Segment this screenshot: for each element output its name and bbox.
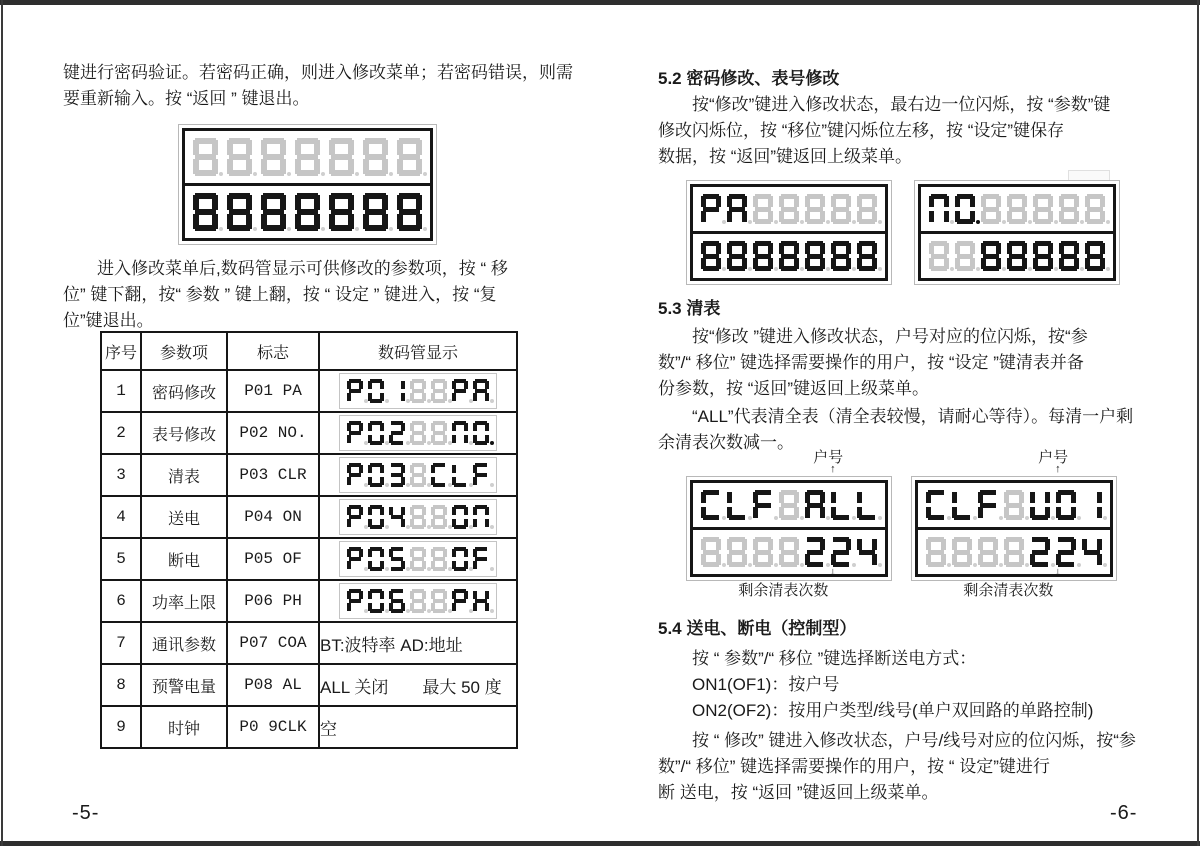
- cell-no: 2: [101, 412, 141, 454]
- col-header-mark: 标志: [227, 332, 319, 370]
- seg-digit: [727, 490, 747, 520]
- seg-digit: [368, 547, 384, 571]
- cell-item: 断电: [141, 538, 227, 580]
- paragraph-edit-menu: [63, 256, 588, 334]
- cell-display: [319, 496, 517, 538]
- cell-display: [319, 664, 517, 706]
- table-row: [101, 664, 517, 706]
- seg-digit: [410, 589, 426, 613]
- table-row: [101, 580, 517, 622]
- text-line: 余清表次数减一。: [658, 433, 794, 452]
- text-line: 按 “ 修改” 键进入修改状态，户号/线号对应的位闪烁，按“参: [692, 731, 1136, 750]
- seg-digit: [779, 194, 799, 224]
- seven-seg-display-row: [339, 457, 497, 493]
- section-5-4-heading: 5.4 送电、断电（控制型）: [658, 619, 857, 638]
- seg-digit: [473, 463, 489, 487]
- seg-digit: [831, 241, 851, 271]
- label-user-number: 户号: [1038, 449, 1069, 466]
- table-row: [101, 538, 517, 580]
- seven-seg-display-meterno: [914, 180, 1120, 285]
- text-line: 数”/“ 移位” 键选择需要操作的用户，按 “ 设定”键进行: [658, 757, 1050, 776]
- seg-digit: [1082, 537, 1102, 567]
- cell-mark: P0 9CLK: [227, 706, 319, 748]
- seg-digit: [261, 193, 286, 231]
- seg-digit: [431, 379, 447, 403]
- seg-digit: [805, 241, 825, 271]
- up-arrow-icon: ↑: [830, 463, 836, 475]
- seg-digit: [363, 138, 388, 176]
- cell-no: 7: [101, 622, 141, 664]
- seven-seg-display-row: [339, 499, 497, 535]
- seg-digit: [753, 241, 773, 271]
- seg-digit: [701, 194, 721, 224]
- cell-display: [319, 622, 517, 664]
- seg-digit: [929, 241, 949, 271]
- cell-item: 通讯参数: [141, 622, 227, 664]
- cell-no: 1: [101, 370, 141, 412]
- seg-digit: [926, 537, 946, 567]
- cell-no: 3: [101, 454, 141, 496]
- seg-digit: [397, 138, 422, 176]
- seg-digit: [389, 421, 405, 445]
- label-remaining-clears: 剩余清表次数: [738, 582, 829, 599]
- seg-digit: [389, 463, 405, 487]
- seg-digit: [431, 547, 447, 571]
- text-line: 按 “ 参数”/“ 移位 ”键选择断送电方式：: [692, 649, 977, 668]
- page-number-right: -6-: [1110, 802, 1138, 824]
- cell-display: [319, 454, 517, 496]
- seg-digit: [831, 490, 851, 520]
- seg-digit: [410, 547, 426, 571]
- cell-mark: P01 PA: [227, 370, 319, 412]
- seg-digit: [389, 505, 405, 529]
- seg-digit: [1030, 537, 1050, 567]
- seg-digit: [981, 241, 1001, 271]
- table-header-row: [101, 332, 517, 370]
- seven-seg-display-password: [686, 180, 892, 285]
- seven-seg-displays-5-2: [686, 180, 1120, 285]
- cell-no: 8: [101, 664, 141, 706]
- cell-mark: P06 PH: [227, 580, 319, 622]
- seg-digit: [193, 193, 218, 231]
- cell-no: 4: [101, 496, 141, 538]
- cell-mark: P02 NO.: [227, 412, 319, 454]
- cell-mark: P05 OF: [227, 538, 319, 580]
- seg-digit: [981, 194, 1001, 224]
- section-5-2-heading: 5.2 密码修改、表号修改: [658, 69, 840, 88]
- cell-display: [319, 538, 517, 580]
- seg-digit: [389, 379, 405, 403]
- seg-digit: [805, 490, 825, 520]
- text-line: ON1(OF1)：按户号: [692, 675, 840, 694]
- seg-digit: [431, 421, 447, 445]
- seg-digit: [295, 193, 320, 231]
- seg-digit: [410, 463, 426, 487]
- label-remaining-clears: 剩余清表次数: [963, 582, 1054, 599]
- table-row: [101, 454, 517, 496]
- cell-mark: P08 AL: [227, 664, 319, 706]
- seg-digit: [1059, 241, 1079, 271]
- cell-item: 送电: [141, 496, 227, 538]
- text-line: 修改闪烁位，按 “移位”键闪烁位左移，按 “设定”键保存: [658, 121, 1065, 140]
- cell-mark: P03 CLR: [227, 454, 319, 496]
- scan-edge-right: [1197, 0, 1199, 846]
- seg-digit: [363, 193, 388, 231]
- seg-digit: [857, 194, 877, 224]
- cell-item: 预警电量: [141, 664, 227, 706]
- seg-row: [918, 527, 1110, 574]
- seg-digit: [431, 505, 447, 529]
- section-5-3-heading: 5.3 清表: [658, 299, 721, 318]
- table-row: [101, 412, 517, 454]
- seg-digit: [410, 379, 426, 403]
- seg-digit: [857, 490, 877, 520]
- seg-digit: [368, 589, 384, 613]
- seg-digit: [857, 241, 877, 271]
- col-header-display: 数码管显示: [319, 332, 517, 370]
- seg-digit: [978, 490, 998, 520]
- seg-digit: [857, 537, 877, 567]
- seg-row: [185, 183, 430, 238]
- seg-row: [693, 527, 885, 574]
- paragraph-5-4: [658, 728, 1163, 806]
- seg-digit: [368, 421, 384, 445]
- seg-digit: [329, 138, 354, 176]
- seg-digit: [955, 241, 975, 271]
- seven-seg-display-clear-all: [686, 476, 892, 581]
- table-row: [101, 496, 517, 538]
- seg-digit: [1007, 241, 1027, 271]
- seg-digit: [952, 490, 972, 520]
- lines-5-4-modes: [658, 646, 1163, 724]
- text-line: 份参数，按 “返回”键返回上级菜单。: [658, 379, 930, 398]
- seg-digit: [701, 241, 721, 271]
- seg-row: [918, 483, 1110, 527]
- seg-row: [693, 187, 885, 231]
- display-text: BT:波特率 AD:地址: [320, 635, 463, 655]
- seg-digit: [779, 537, 799, 567]
- cell-display: [319, 706, 517, 748]
- text-line: “ALL”代表清全表（清全表较慢，请耐心等待）。每清一户剩: [692, 407, 1134, 426]
- seg-digit: [431, 463, 447, 487]
- cell-item: 功率上限: [141, 580, 227, 622]
- cell-no: 6: [101, 580, 141, 622]
- seg-digit: [347, 379, 363, 403]
- seg-digit: [347, 589, 363, 613]
- seg-digit: [1033, 194, 1053, 224]
- seg-digit: [368, 505, 384, 529]
- cell-display: [319, 370, 517, 412]
- seg-digit: [779, 490, 799, 520]
- seg-display-box: [178, 124, 437, 245]
- seg-digit: [368, 379, 384, 403]
- seg-row: [693, 483, 885, 527]
- paragraph-5-2: [658, 92, 1163, 170]
- seg-digit: [227, 193, 252, 231]
- seg-digit: [1007, 194, 1027, 224]
- display-text: ALL 关闭 最大 50 度: [320, 677, 502, 697]
- seg-digit: [753, 490, 773, 520]
- seven-seg-display-main: [178, 124, 437, 245]
- seg-digit: [347, 505, 363, 529]
- cell-mark: P04 ON: [227, 496, 319, 538]
- seg-digit: [473, 589, 489, 613]
- seg-digit: [727, 241, 747, 271]
- seg-digit: [805, 194, 825, 224]
- seg-digit: [410, 421, 426, 445]
- seg-digit: [1033, 241, 1053, 271]
- label-user-number: 户号: [813, 449, 844, 466]
- up-arrow-icon: ↑: [1055, 463, 1061, 475]
- seg-digit: [473, 379, 489, 403]
- seg-row: [185, 131, 430, 183]
- seg-digit: [779, 241, 799, 271]
- cell-display: [319, 580, 517, 622]
- seg-digit: [727, 537, 747, 567]
- seg-digit: [473, 505, 489, 529]
- cell-no: 9: [101, 706, 141, 748]
- paragraph-password-verify: [63, 60, 583, 112]
- seg-digit: [1004, 490, 1024, 520]
- cell-display: [319, 412, 517, 454]
- seven-seg-display-row: [339, 373, 497, 409]
- seg-digit: [431, 589, 447, 613]
- seg-digit: [397, 193, 422, 231]
- cell-mark: P07 COA: [227, 622, 319, 664]
- seg-digit: [452, 589, 468, 613]
- seg-digit: [452, 421, 468, 445]
- seg-digit: [347, 547, 363, 571]
- seg-digit: [473, 421, 489, 445]
- seg-digit: [410, 505, 426, 529]
- seg-digit: [1056, 490, 1076, 520]
- seven-seg-display-row: [339, 541, 497, 577]
- seg-row: [693, 231, 885, 278]
- text-line: 位”键退出。: [63, 311, 154, 330]
- seg-digit: [929, 194, 949, 224]
- seg-digit: [473, 547, 489, 571]
- seg-row: [921, 187, 1113, 231]
- seg-digit: [1085, 241, 1105, 271]
- scan-edge-bottom: [0, 841, 1200, 846]
- seg-digit: [727, 194, 747, 224]
- seg-digit: [1059, 194, 1079, 224]
- seven-seg-display-clear-user: [911, 476, 1117, 581]
- seg-digit: [831, 194, 851, 224]
- down-arrow-icon: ↓: [830, 566, 836, 578]
- seg-digit: [452, 547, 468, 571]
- seg-digit: [978, 537, 998, 567]
- text-line: 进入修改菜单后,数码管显示可供修改的参数项，按 “ 移: [97, 259, 508, 278]
- seg-digit: [952, 537, 972, 567]
- seg-digit: [1085, 194, 1105, 224]
- seg-digit: [452, 505, 468, 529]
- text-line: 要重新输入。按 “返回 ” 键退出。: [63, 89, 310, 108]
- col-header-no: 序号: [101, 332, 141, 370]
- scan-edge-top: [0, 0, 1200, 5]
- seg-digit: [261, 138, 286, 176]
- table-row: [101, 622, 517, 664]
- seg-digit: [347, 463, 363, 487]
- seg-digit: [295, 138, 320, 176]
- seg-row: [921, 231, 1113, 278]
- page-number-left: -5-: [72, 802, 100, 824]
- text-line: ON2(OF2)：按用户类型/线号(单户双回路的单路控制): [692, 701, 1094, 720]
- seg-digit: [926, 490, 946, 520]
- seg-digit: [452, 379, 468, 403]
- seg-digit: [1004, 537, 1024, 567]
- text-line: 数”/“ 移位” 键选择需要操作的用户，按 “设定 ”键清表并备: [658, 353, 1084, 372]
- seg-digit: [1082, 490, 1102, 520]
- seg-digit: [701, 537, 721, 567]
- cell-item: 密码修改: [141, 370, 227, 412]
- down-arrow-icon: ↓: [1055, 566, 1061, 578]
- seg-digit: [389, 547, 405, 571]
- seg-digit: [389, 589, 405, 613]
- col-header-item: 参数项: [141, 332, 227, 370]
- seg-digit: [452, 463, 468, 487]
- parameters-table: [100, 331, 518, 749]
- table-row: [101, 706, 517, 748]
- seg-digit: [227, 138, 252, 176]
- scan-edge-left: [1, 0, 3, 846]
- seven-seg-display-row: [339, 415, 497, 451]
- seg-digit: [368, 463, 384, 487]
- text-line: 位” 键下翻，按“ 参数 ” 键上翻，按 “ 设定 ” 键进入，按 “复: [63, 285, 497, 304]
- seg-digit: [753, 537, 773, 567]
- cell-item: 时钟: [141, 706, 227, 748]
- seg-digit: [955, 194, 975, 224]
- seven-seg-display-row: [339, 583, 497, 619]
- cell-item: 清表: [141, 454, 227, 496]
- paragraph-5-3-b: [658, 404, 1163, 456]
- paragraph-5-3-a: [658, 324, 1163, 402]
- seg-digit: [831, 537, 851, 567]
- table-row: [101, 370, 517, 412]
- text-line: 按“修改 ”键进入修改状态，户号对应的位闪烁，按“参: [692, 327, 1088, 346]
- seg-digit: [329, 193, 354, 231]
- seg-digit: [1030, 490, 1050, 520]
- text-line: 按“修改”键进入修改状态，最右边一位闪烁，按 “参数”键: [692, 95, 1111, 114]
- seg-digit: [805, 537, 825, 567]
- text-line: 断 送电，按 “返回 ”键返回上级菜单。: [658, 783, 939, 802]
- seg-digit: [1056, 537, 1076, 567]
- display-text: 空: [320, 719, 337, 739]
- seg-digit: [347, 421, 363, 445]
- cell-item: 表号修改: [141, 412, 227, 454]
- text-line: 键进行密码验证。若密码正确，则进入修改菜单；若密码错误，则需: [63, 63, 573, 82]
- seg-digit: [753, 194, 773, 224]
- seg-digit: [193, 138, 218, 176]
- seg-digit: [701, 490, 721, 520]
- text-line: 数据，按 “返回”键返回上级菜单。: [658, 147, 913, 166]
- cell-no: 5: [101, 538, 141, 580]
